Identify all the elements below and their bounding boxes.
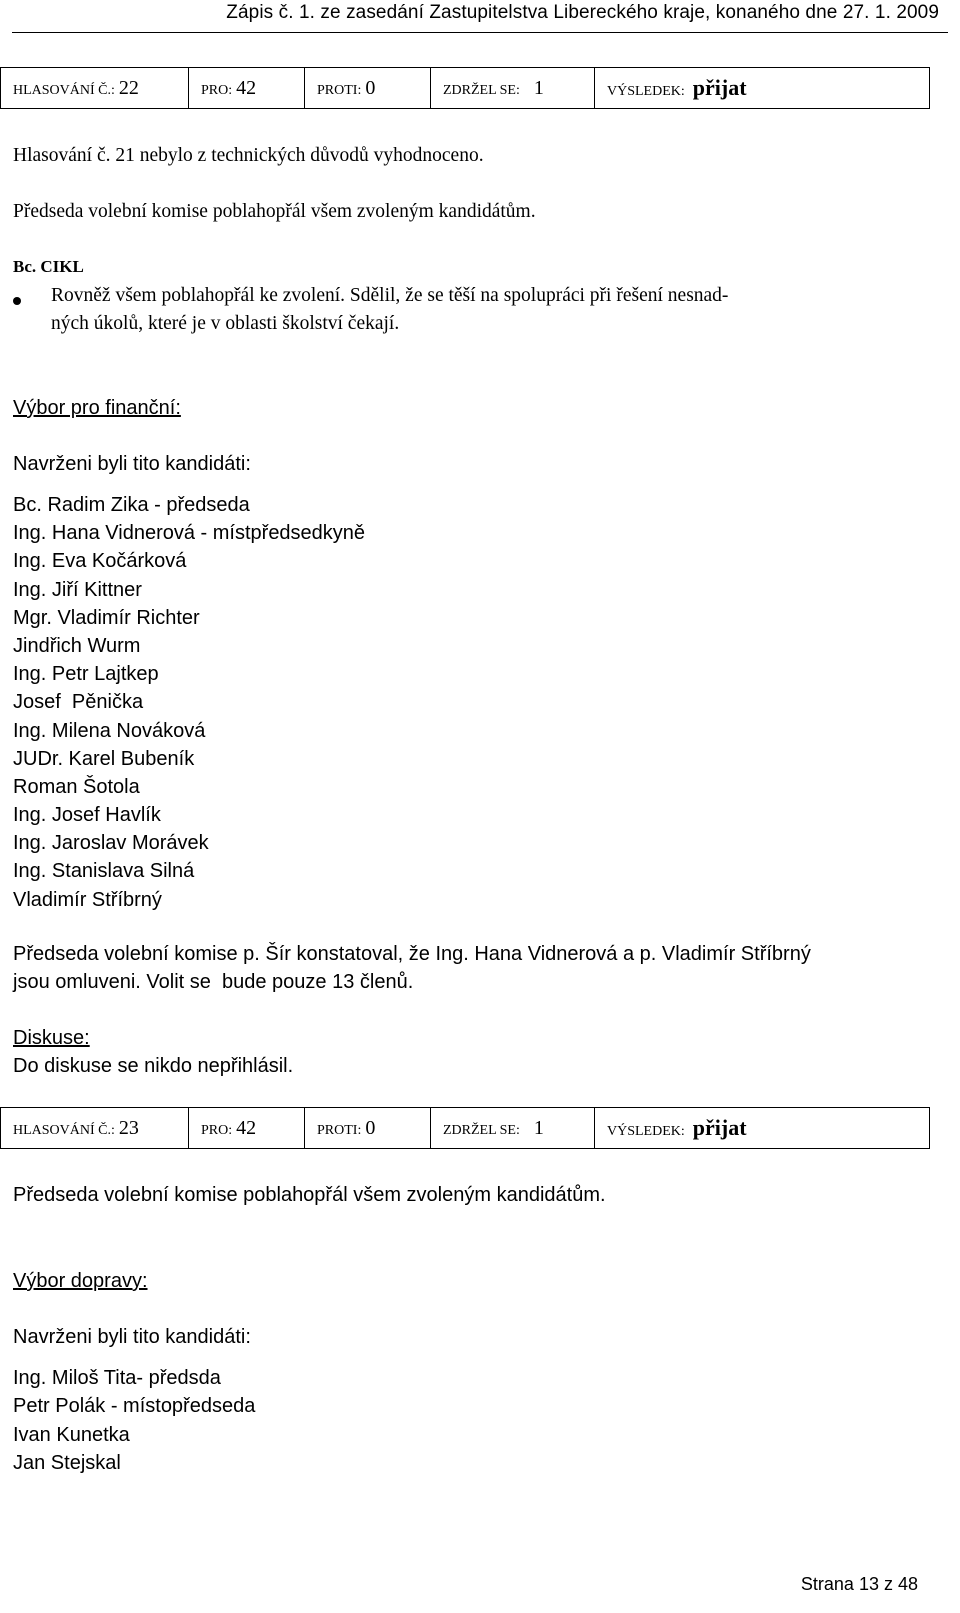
list-item: Bc. Radim Zika - předseda (13, 494, 250, 516)
vote-pro-count: 42 (236, 76, 257, 99)
list-item: Ing. Petr Lajtkep (13, 663, 159, 686)
paragraph-congratulation-2: Předseda volební komise poblahopřál všem zvoleným kandidátům. (13, 1184, 606, 1206)
committee-note-line-1: Předseda volební komise p. Šír konstatoval, že Ing. Hana Vidnerová a p. Vladimír Stříbrný (13, 943, 811, 965)
page-number: Strana 13 z 48 (800, 1574, 918, 1594)
vote-proti-cell: PROTI: 0 (305, 68, 431, 109)
committee-note-line-2: jsou omluveni. Volit se bude pouze 13 členů. (13, 971, 414, 993)
vote-abstain-count: 1 (533, 76, 544, 99)
discussion-text: Do diskuse se nikdo nepřihlásil. (13, 1055, 294, 1077)
vote-proti-count: 0 (365, 1116, 376, 1139)
list-item: Ing. Stanislava Silná (13, 860, 195, 883)
vote-number: 22 (118, 76, 139, 99)
list-item: Ing. Jiří Kittner (13, 578, 142, 601)
list-item: Jan Stejskal (13, 1451, 121, 1474)
vote-abstain-cell: ZDRŽEL SE: 1 (431, 1108, 595, 1149)
paragraph-technical: Hlasování č. 21 nebylo z technických důvodů vyhodnoceno. (13, 145, 484, 166)
discussion-heading: Diskuse: (13, 1027, 90, 1049)
vote-abstain-count: 1 (533, 1116, 544, 1139)
transport-candidates-list (13, 1364, 255, 1477)
list-item: Ing. Josef Havlík (13, 804, 161, 827)
list-item: Josef Pěnička (13, 691, 144, 714)
header-divider (12, 32, 948, 33)
vote-pro-cell: PRO: 42 (189, 68, 305, 109)
list-item: Ing. Eva Kočárková (13, 550, 187, 573)
list-item: Petr Polák - místopředseda (13, 1395, 256, 1418)
vote-proti-count: 0 (365, 76, 376, 99)
vote-result-cell: VÝSLEDEK: přijat (595, 1108, 930, 1149)
list-item: Ivan Kunetka (13, 1423, 130, 1446)
list-item: Ing. Jaroslav Morávek (13, 832, 209, 855)
list-item: JUDr. Karel Bubeník (13, 747, 195, 770)
vote-number: 23 (118, 1116, 139, 1139)
vote-abstain-cell: ZDRŽEL SE: 1 (431, 68, 595, 109)
list-item: Jindřich Wurm (13, 634, 141, 657)
paragraph-congratulation: Předseda volební komise poblahopřál všem zvoleným kandidátům. (13, 201, 536, 222)
finance-candidates-list (13, 491, 365, 914)
vote-result-table-22 (0, 67, 930, 109)
vote-result: přijat (692, 1115, 747, 1140)
bullet-text-line-1: Rovněž všem poblahopřál ke zvolení. Sdělil, že se těší na spolupráci při řešení nesnad- (51, 285, 729, 306)
vote-result-table-23 (0, 1107, 930, 1149)
speaker-name: Bc. CIKL (13, 257, 84, 276)
document-header: Zápis č. 1. ze zasedání Zastupitelstva Libereckého kraje, konaného dne 27. 1. 2009 (226, 2, 939, 23)
list-item: Vladimír Stříbrný (13, 888, 162, 911)
vote-pro-cell: PRO: 42 (189, 1108, 305, 1149)
section-heading-finance: Výbor pro finanční: (13, 397, 181, 419)
list-item: Roman Šotola (13, 775, 140, 798)
list-item: Ing. Milena Nováková (13, 719, 206, 742)
vote-result-cell: VÝSLEDEK: přijat (595, 68, 930, 109)
bullet-text-line-2: ných úkolů, které je v oblasti školství čekají. (51, 313, 400, 334)
list-item: Mgr. Vladimír Richter (13, 606, 200, 629)
vote-result: přijat (692, 75, 747, 100)
candidates-intro-2: Navrženi byli tito kandidáti: (13, 1326, 251, 1348)
vote-number-cell: HLASOVÁNÍ Č.: 23 (1, 1108, 189, 1149)
bullet-icon (13, 297, 21, 305)
candidates-intro: Navrženi byli tito kandidáti: (13, 453, 251, 475)
vote-pro-count: 42 (236, 1116, 257, 1139)
list-item: Ing. Miloš Tita- předsda (13, 1367, 221, 1389)
vote-proti-cell: PROTI: 0 (305, 1108, 431, 1149)
section-heading-transport: Výbor dopravy: (13, 1270, 148, 1292)
list-item: Ing. Hana Vidnerová - místpředsedkyně (13, 522, 366, 545)
vote-number-cell: HLASOVÁNÍ Č.: 22 (1, 68, 189, 109)
